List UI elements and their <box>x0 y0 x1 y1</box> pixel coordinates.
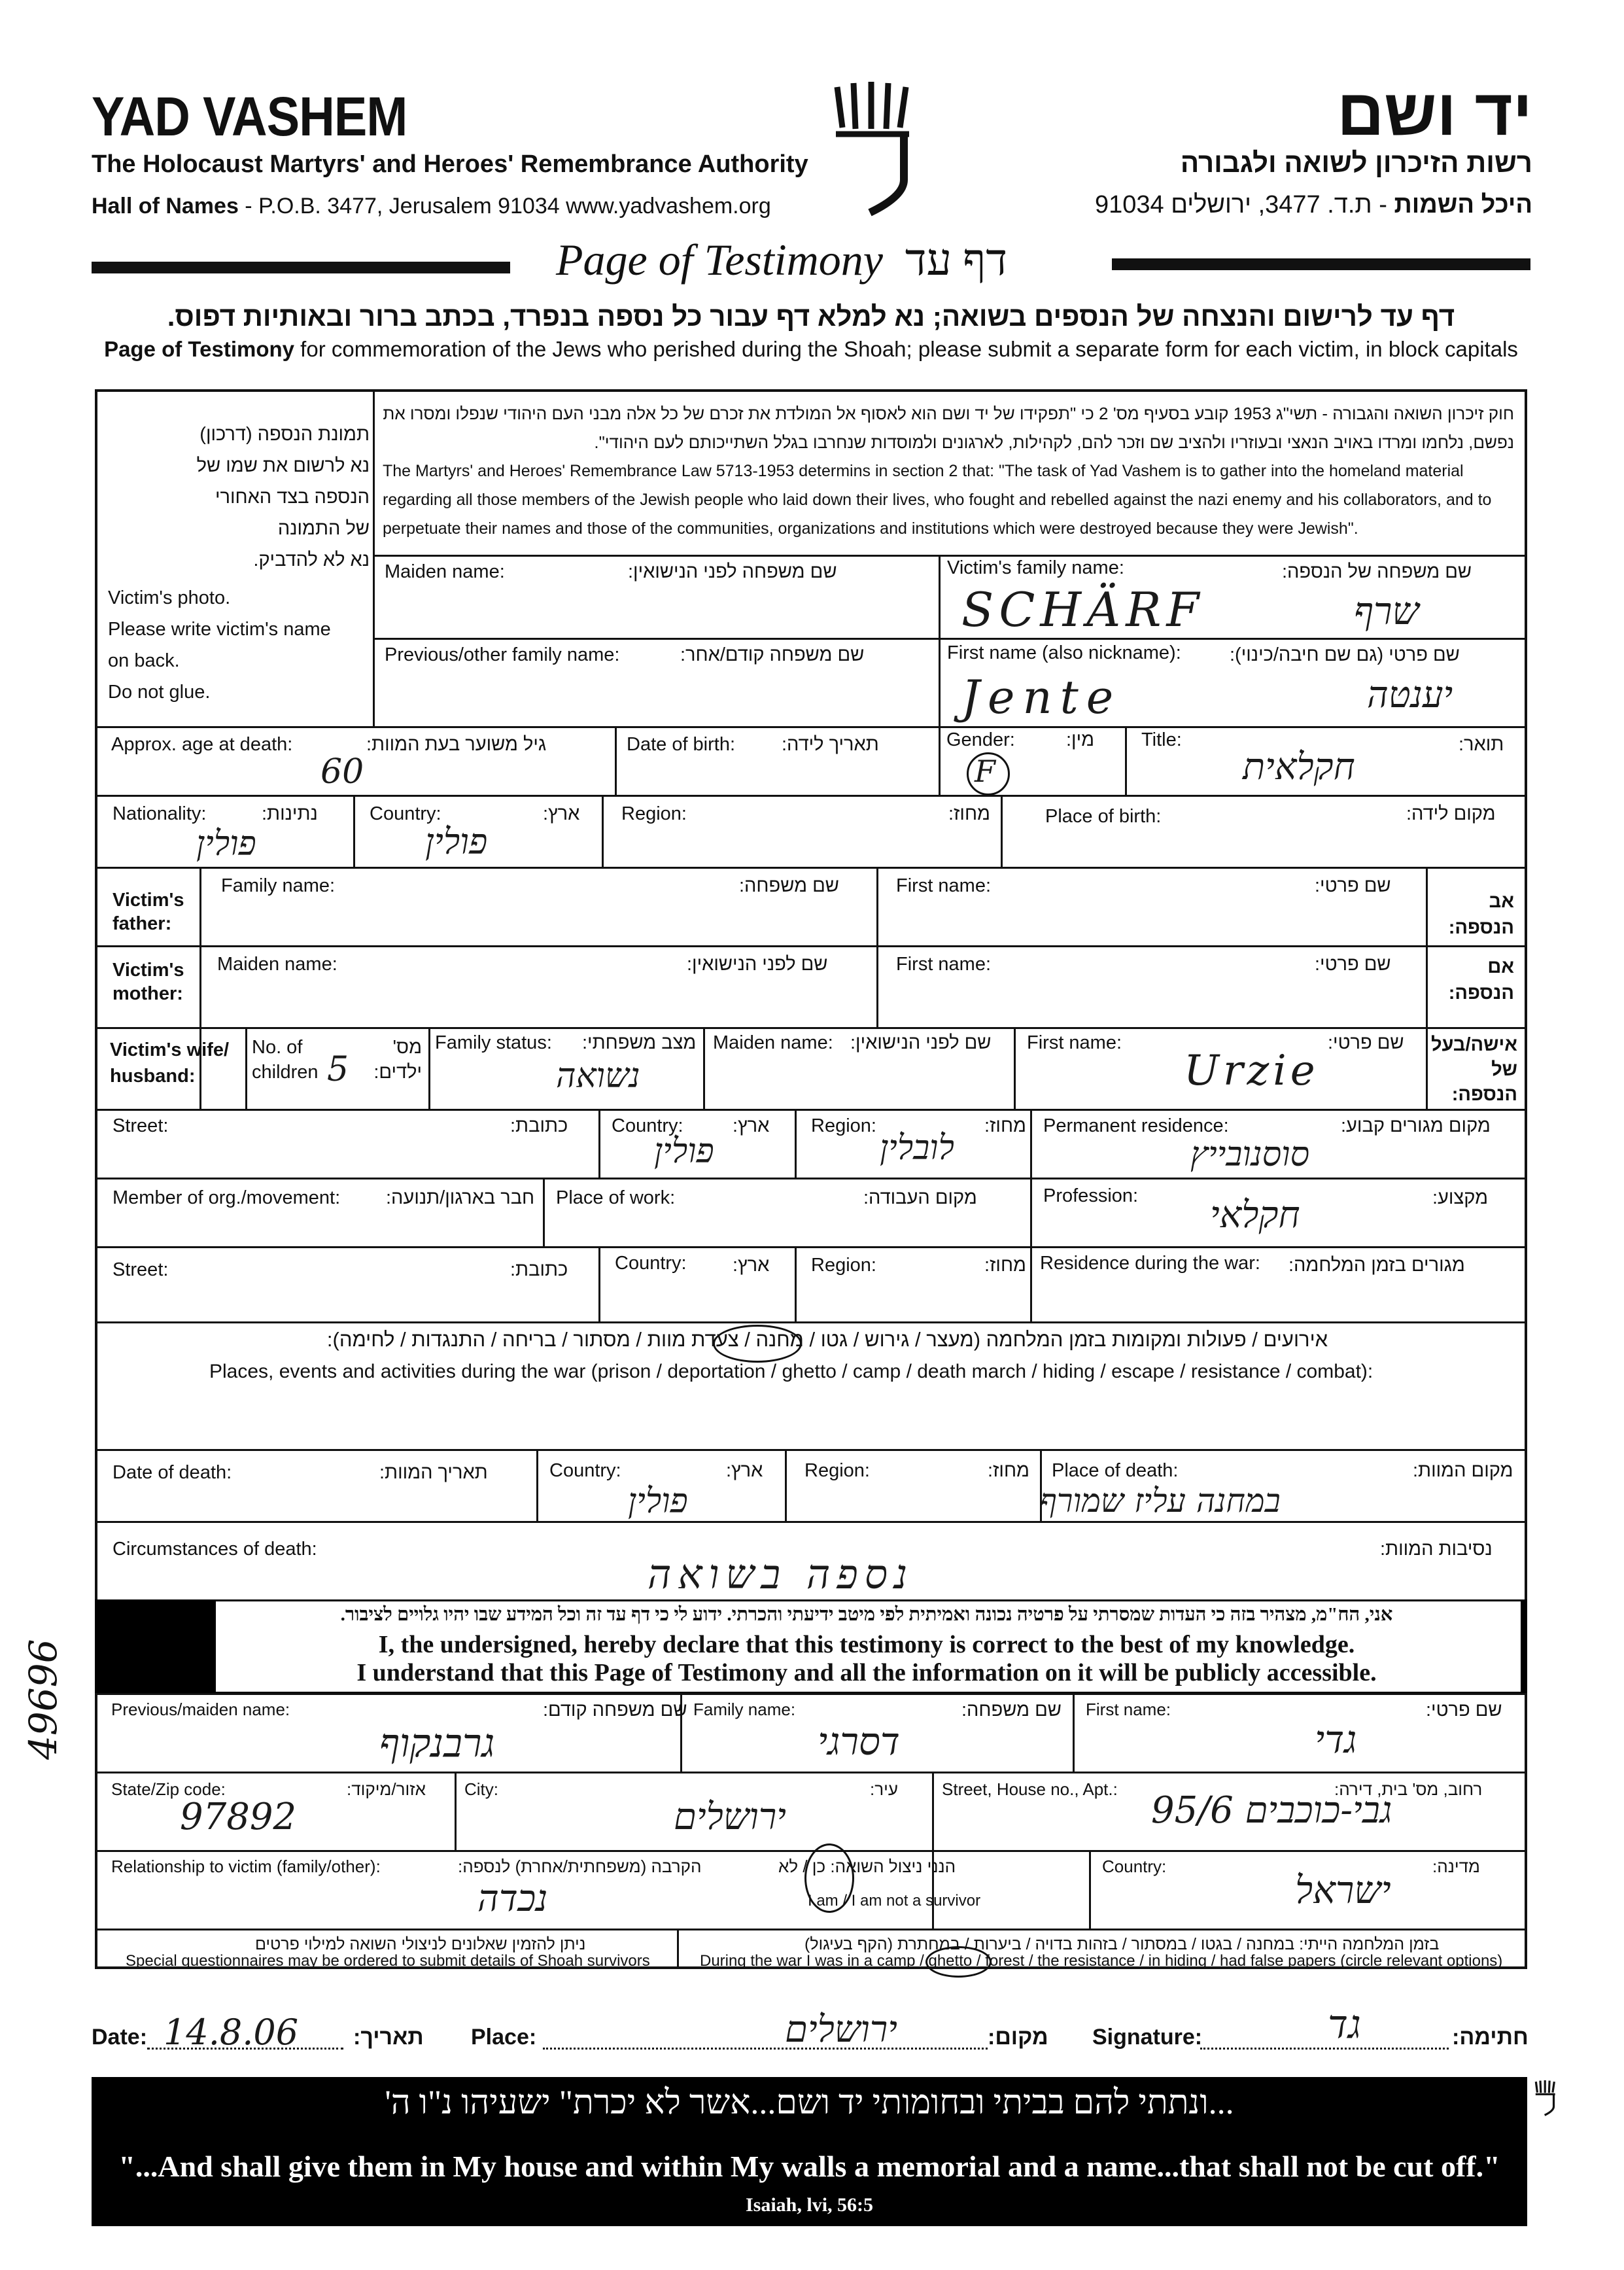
form-title: Page of Testimony דף עד <box>556 235 1008 285</box>
res-region-label: Region: <box>811 1115 876 1136</box>
war-residence-label: Residence during the war: <box>1040 1253 1260 1274</box>
death-place-label-he: מקום המוות: <box>1413 1460 1513 1481</box>
small-logo-icon <box>1534 2080 1557 2117</box>
age-label-he: גיל משוער בעת המוות: <box>366 734 547 755</box>
signature-label-he: חתימה: <box>1452 2025 1529 2050</box>
maiden-name-label-he: שם משפחה לפני הנישואין: <box>628 561 837 582</box>
date-label: Date: <box>92 2025 148 2050</box>
death-place-value: במחנה עליז שמורף <box>1040 1482 1281 1520</box>
father-label: Victim's father: <box>112 890 184 934</box>
death-place-label: Place of death: <box>1052 1460 1179 1481</box>
questionnaire-en: Special questionnaires may be ordered to submit details of Shoah survivors <box>126 1952 650 1970</box>
yad-vashem-title-en: YAD VASHEM <box>92 86 407 147</box>
submitter-first-label-he: שם פרטי: <box>1426 1700 1502 1720</box>
status-label: Family status: <box>435 1032 552 1053</box>
street-label-he: כתובת: <box>510 1115 568 1136</box>
photo-box: תמונת הנספה (דרכון) נא לרשום את שמו של הנספה בצד האחורי של התמונה נא לא להדביק. Victim's photo. Please write victim's name on back. Do not glue. <box>108 424 370 703</box>
survivor-circle <box>804 1843 854 1913</box>
victim-family-name-value: SCHÄRF <box>961 582 1205 637</box>
events-label: Places, events and activities during the war (prison / deportation / ghetto / camp / death march / hiding / escape / resistance / combat): <box>209 1361 1373 1382</box>
region-label: Region: <box>621 803 687 824</box>
war-region-label: Region: <box>811 1255 876 1276</box>
zip-label: State/Zip code: <box>111 1779 226 1799</box>
status-label-he: מצב משפחתי: <box>582 1032 697 1053</box>
date-value: 14.8.06 <box>164 2012 299 2053</box>
age-label: Approx. age at death: <box>111 734 293 755</box>
mother-label-he: אם הנספה: <box>1448 956 1514 1004</box>
survivor-label-he: הנני ניצול השואה: כן / לא <box>778 1857 956 1876</box>
war-options-he: בזמן המלחמה הייתי: במחנה / בגטו / במסתור / בזהות בדויה / ביערות / במחתרת (הקף בעיגול) <box>804 1935 1440 1953</box>
circumstances-value: נספה בשואה <box>648 1550 914 1598</box>
declaration-en-1: I, the undersigned, hereby declare that this testimony is correct to the best of my knowledge. <box>378 1631 1355 1658</box>
spouse-first-value: Urzie <box>1184 1047 1319 1095</box>
spouse-maiden-label: Maiden name: <box>713 1032 833 1053</box>
profession-value: חקלאי <box>1210 1194 1300 1236</box>
res-region-label-he: מחוז: <box>984 1115 1026 1136</box>
address-he: היכל השמות - ת.ד. 3477, ירושלים 91034 <box>1095 191 1532 218</box>
spouse-first-label: First name: <box>1027 1032 1122 1053</box>
relationship-label-he: הקרבה (משפחתית/אחרת) לנספה: <box>458 1857 702 1876</box>
circumstances-label-he: נסיבות המוות: <box>1380 1539 1493 1560</box>
submitter-country-label: Country: <box>1102 1857 1167 1876</box>
death-region-label: Region: <box>804 1460 870 1481</box>
member-label-he: חבר בארגון/תנועה: <box>386 1187 535 1208</box>
profession-label: Profession: <box>1043 1185 1139 1206</box>
war-residence-label-he: מגורים בזמן המלחמה: <box>1288 1255 1465 1276</box>
submitter-country-label-he: מדינה: <box>1432 1857 1480 1876</box>
nationality-label: Nationality: <box>112 803 207 824</box>
spouse-label: Victim's wife/ husband: <box>110 1039 230 1087</box>
authority-subtitle-he: רשות הזיכרון לשואה ולגבורה <box>1180 147 1532 178</box>
dob-label-he: תאריך לידה: <box>782 734 879 755</box>
declaration-en-2: I understand that this Page of Testimony and all the information on it will be publicly accessible. <box>356 1659 1377 1686</box>
war-street-label-he: כתובת: <box>510 1259 568 1280</box>
death-country-value: פולין <box>628 1482 688 1521</box>
father-label-he: אב הנספה: <box>1448 891 1514 938</box>
place-of-birth-label: Place of birth: <box>1045 806 1162 827</box>
spouse-maiden-label-he: שם לפני הנישואין: <box>850 1032 992 1053</box>
mother-label: Victim's mother: <box>112 960 184 1004</box>
quote-he: ...ונתתי להם בביתי ובחומותי יד ושם...אשר לא יכרת" ישעיהו נ"ו ה' <box>385 2084 1234 2122</box>
region-label-he: מחוז: <box>948 803 990 824</box>
submitter-first-label: First name: <box>1086 1700 1171 1719</box>
spouse-label-he: אישה/בעל של הנספה: <box>1430 1034 1517 1105</box>
country-label-he: ארץ: <box>543 803 580 824</box>
death-region-label-he: מחוז: <box>988 1460 1029 1481</box>
war-country-label: Country: <box>615 1253 687 1274</box>
submitter-family-label-he: שם משפחה: <box>961 1700 1062 1720</box>
place-of-birth-label-he: מקום לידה: <box>1406 803 1496 824</box>
title-label-he: תואר: <box>1459 734 1504 755</box>
street-label: Street: <box>112 1115 169 1136</box>
place-value: ירושלים <box>785 2008 897 2051</box>
father-first-label: First name: <box>896 875 992 896</box>
submitter-prev-label: Previous/maiden name: <box>111 1700 290 1719</box>
perm-res-value: סוסנובייץ <box>1190 1135 1310 1174</box>
mother-maiden-label-he: שם לפני הנישואין: <box>687 954 828 975</box>
father-family-label: Family name: <box>221 875 336 896</box>
work-label-he: מקום העבודה: <box>863 1187 977 1208</box>
death-country-label-he: ארץ: <box>726 1460 763 1481</box>
submitter-first-value: גדי <box>1315 1717 1357 1762</box>
maiden-name-label: Maiden name: <box>385 561 505 582</box>
first-name-label-he: שם פרטי (גם שם חיבה/כינוי): <box>1230 644 1460 665</box>
age-value: 60 <box>320 752 364 792</box>
place-label-he: מקום: <box>988 2025 1048 2050</box>
victim-family-name-value-he: שרף <box>1354 589 1419 633</box>
father-family-label-he: שם משפחה: <box>739 875 839 896</box>
previous-name-label-he: שם משפחה קודם/אחר: <box>680 644 865 665</box>
victim-first-name-value: Jente <box>961 671 1122 724</box>
gender-label-he: מין: <box>1066 729 1095 750</box>
war-street-label: Street: <box>112 1259 169 1280</box>
address-label: Street, House no., Apt.: <box>942 1779 1118 1799</box>
victim-first-name-value-he: יענטה <box>1367 674 1453 716</box>
relationship-value: נכדה <box>477 1877 548 1920</box>
ghetto-circle <box>925 1946 992 1978</box>
perm-res-label-he: מקום מגורים קבוע: <box>1341 1115 1491 1136</box>
relationship-label: Relationship to victim (family/other): <box>111 1857 381 1876</box>
death-country-label: Country: <box>549 1460 621 1481</box>
profession-label-he: מקצוע: <box>1432 1187 1489 1208</box>
res-country-label: Country: <box>612 1115 683 1136</box>
date-label-he: תאריך: <box>353 2025 424 2050</box>
mother-first-label-he: שם פרטי: <box>1315 954 1391 975</box>
zip-value: 97892 <box>180 1796 297 1838</box>
member-label: Member of org./movement: <box>112 1187 341 1208</box>
address-value: גבי-כוכבים 95/6 <box>1151 1789 1392 1832</box>
survivor-label: I am / I am not a survivor <box>808 1892 981 1910</box>
father-first-label-he: שם פרטי: <box>1315 875 1391 896</box>
work-label: Place of work: <box>556 1187 676 1208</box>
death-date-label: Date of death: <box>112 1462 232 1483</box>
previous-name-label: Previous/other family name: <box>385 644 620 665</box>
mother-maiden-label: Maiden name: <box>217 954 337 975</box>
signature-label: Signature: <box>1092 2025 1203 2050</box>
city-value: ירושלים <box>674 1796 786 1838</box>
country-label: Country: <box>370 803 441 824</box>
yad-vashem-logo-icon <box>831 82 916 219</box>
intro-text-en: Page of Testimony for commemoration of the Jews who perished during the Shoah; please submit a separate form for each victim, in block capitals <box>104 337 1518 361</box>
zip-label-he: אזור/מיקוד: <box>347 1779 426 1799</box>
spouse-first-label-he: שם פרטי: <box>1328 1032 1404 1053</box>
title-label: Title: <box>1141 729 1182 750</box>
children-label-he: מס' ילדים: <box>373 1037 422 1083</box>
city-label: City: <box>464 1779 498 1799</box>
res-country-label-he: ארץ: <box>733 1115 770 1136</box>
mother-first-label: First name: <box>896 954 992 975</box>
camp-circle <box>713 1325 802 1363</box>
address-label-he: רחוב, מס' בית, דירה: <box>1334 1779 1483 1799</box>
submitter-family-value: דסרגי <box>818 1719 900 1764</box>
children-value: 5 <box>327 1050 349 1089</box>
war-options-en: During the war I was in a camp / ghetto / forest / the resistance / in hiding / had false papers (circle relevant options) <box>700 1952 1503 1970</box>
res-region-value: לובלין <box>880 1128 954 1168</box>
title-bar-right <box>1112 258 1530 270</box>
intro-text-he: דף עד לרישום והנצחה של הנספים בשואה; נא למלא דף עבור כל נספה בנפרד, בכתב ברור ובאותיות דפוס. <box>167 301 1455 332</box>
side-reference-number: 49696 <box>21 1639 65 1760</box>
declaration-he: אני, הח"מ, מצהיר בזה כי העדות שמסרתי על פרטיה נכונה ואמיתית לפי מיטב ידיעתי והכרתי. ידוע לי כי דף עד זה וכל המידע שבו יהיו גלויים לציבור. <box>340 1604 1393 1625</box>
first-name-label: First name (also nickname): <box>947 642 1181 663</box>
signature-value: גד <box>1328 2002 1361 2048</box>
children-label: No. of children <box>252 1037 319 1083</box>
title-value: חקלאית <box>1243 746 1355 788</box>
country-value: פולין <box>425 821 488 862</box>
death-date-label-he: תאריך המוות: <box>379 1462 488 1483</box>
family-name-label-he: שם משפחה של הנספה: <box>1282 561 1472 582</box>
nationality-label-he: נתינות: <box>262 803 318 824</box>
city-label-he: עיר: <box>870 1779 898 1799</box>
gender-label: Gender: <box>946 729 1015 750</box>
submitter-prev-value: גרבנקוף <box>379 1720 495 1766</box>
dob-label: Date of birth: <box>627 734 736 755</box>
perm-res-label: Permanent residence: <box>1043 1115 1229 1136</box>
yad-vashem-title-he: יד ושם <box>1337 76 1532 149</box>
status-value: נשואה <box>556 1056 640 1096</box>
questionnaire-he: ניתן להזמין שאלונים לניצולי השואה למילוי פרטים <box>255 1935 586 1953</box>
quote-en: "...And shall give them in My house and within My walls a memorial and a name...that shall not be cut off." Isaiah, lvi, 56:5 <box>118 2150 1500 2216</box>
authority-subtitle-en: The Holocaust Martyrs' and Heroes' Remembrance Authority <box>92 150 808 178</box>
nationality-value: פולין <box>196 824 256 864</box>
war-region-label-he: מחוז: <box>984 1255 1026 1276</box>
res-country-value: פולין <box>654 1132 714 1171</box>
submitter-country-value: ישראל <box>1295 1868 1391 1912</box>
gender-circle <box>967 752 1010 795</box>
submitter-prev-label-he: שם משפחה קודם: <box>543 1700 687 1720</box>
gender-value: F <box>975 754 995 789</box>
place-label: Place: <box>471 2025 537 2050</box>
war-country-label-he: ארץ: <box>733 1255 770 1276</box>
title-bar-left <box>92 262 510 273</box>
family-name-label: Victim's family name: <box>947 557 1124 578</box>
circumstances-label: Circumstances of death: <box>112 1539 317 1560</box>
submitter-family-label: Family name: <box>693 1700 796 1719</box>
remembrance-law-text: חוק זיכרון השואה והגבורה - תשי"ג 1953 קובע בסעיף מס' 2 כי "תפקידו של יד ושם הוא לאסוף אל המולדת את זכרם של כל אלה מבני העם היהודי שנפלו ומסרו את נפשם, נלחמו ומרדו באויב הנאצי ובעוזריו ולהציב שם וזכר להם, לקהילות, לארגונים ולמוסדות שנחרבו בגלל השתייכותם לעם היהודי". The Martyrs' and Heroes' Remembrance Law 5713-1953 determins in section 2 that: "The task of Yad Vashem is to gather into the homeland material regarding all those members of the Jewish people who laid down their lives, who fought and rebelled against the nazi enemy and his collaborators, and to perpetuate their names and those of the communities, organizations and institutions which were destroyed because they were Jewish". <box>383 404 1514 538</box>
address-en: Hall of Names - P.O.B. 3477, Jerusalem 91034 www.yadvashem.org <box>92 194 771 218</box>
events-label-he: אירועים / פעולות ומקומות בזמן המלחמה (מעצר / גירוש / גטו / מחנה / צעדת מוות / מסתור / בריחה / התנגדות / לחימה): <box>326 1328 1328 1351</box>
